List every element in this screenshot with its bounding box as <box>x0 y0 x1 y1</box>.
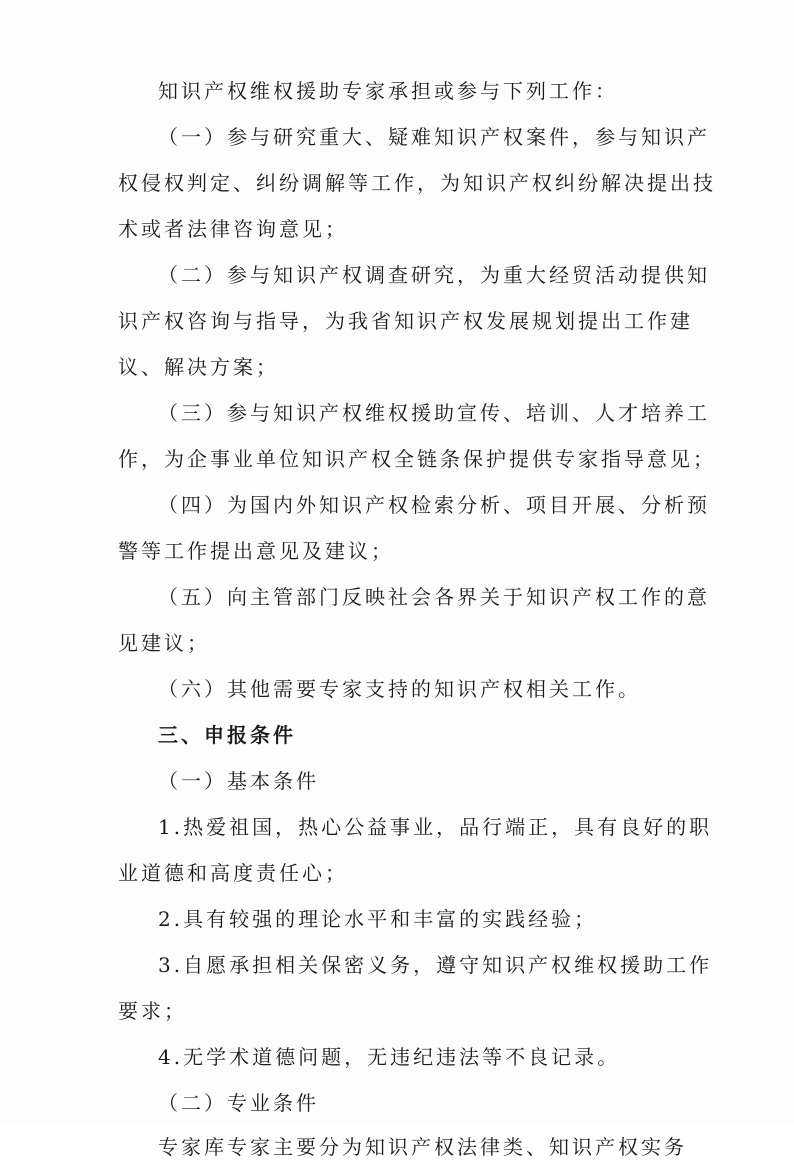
item-2-line-3: 议、解决方案； <box>118 355 279 379</box>
paragraph-intro: 知识产权维权援助专家承担或参与下列工作： <box>158 79 618 103</box>
item-5-line-1: （五）向主管部门反映社会各界关于知识产权工作的意 <box>158 585 710 609</box>
subsection-heading-basic: （一）基本条件 <box>158 769 319 793</box>
item-1-line-2: 权侵权判定、纠纷调解等工作，为知识产权纠纷解决提出技 <box>118 171 716 195</box>
item-1-line-3: 术或者法律咨询意见； <box>118 217 348 241</box>
condition-1-line-2: 业道德和高度责任心； <box>118 861 348 885</box>
subsection-heading-professional: （二）专业条件 <box>158 1091 319 1115</box>
item-6-line-1: （六）其他需要专家支持的知识产权相关工作。 <box>158 677 641 701</box>
condition-1-line-1: 1.热爱祖国，热心公益事业，品行端正，具有良好的职 <box>158 815 713 839</box>
condition-2-line-1: 2.具有较强的理论水平和丰富的实践经验； <box>158 907 598 931</box>
item-1-line-1: （一）参与研究重大、疑难知识产权案件，参与知识产 <box>158 125 710 149</box>
item-2-line-1: （二）参与知识产权调查研究，为重大经贸活动提供知 <box>158 263 710 287</box>
section-heading-3: 三、申报条件 <box>158 723 296 747</box>
item-4-line-1: （四）为国内外知识产权检索分析、项目开展、分析预 <box>158 493 710 517</box>
item-5-line-2: 见建议； <box>118 631 210 655</box>
item-3-line-1: （三）参与知识产权维权援助宣传、培训、人才培养工 <box>158 401 710 425</box>
item-4-line-2: 警等工作提出意见及建议； <box>118 539 394 563</box>
condition-3-line-1: 3.自愿承担相关保密义务，遵守知识产权维权援助工作 <box>158 953 713 977</box>
condition-3-line-2: 要求； <box>118 999 187 1023</box>
item-2-line-2: 识产权咨询与指导，为我省知识产权发展规划提出工作建 <box>118 309 693 333</box>
condition-4-line-1: 4.无学术道德问题，无违纪违法等不良记录。 <box>158 1045 621 1069</box>
professional-line-1: 专家库专家主要分为知识产权法律类、知识产权实务 <box>158 1135 687 1159</box>
item-3-line-2: 作，为企事业单位知识产权全链条保护提供专家指导意见； <box>118 447 716 471</box>
